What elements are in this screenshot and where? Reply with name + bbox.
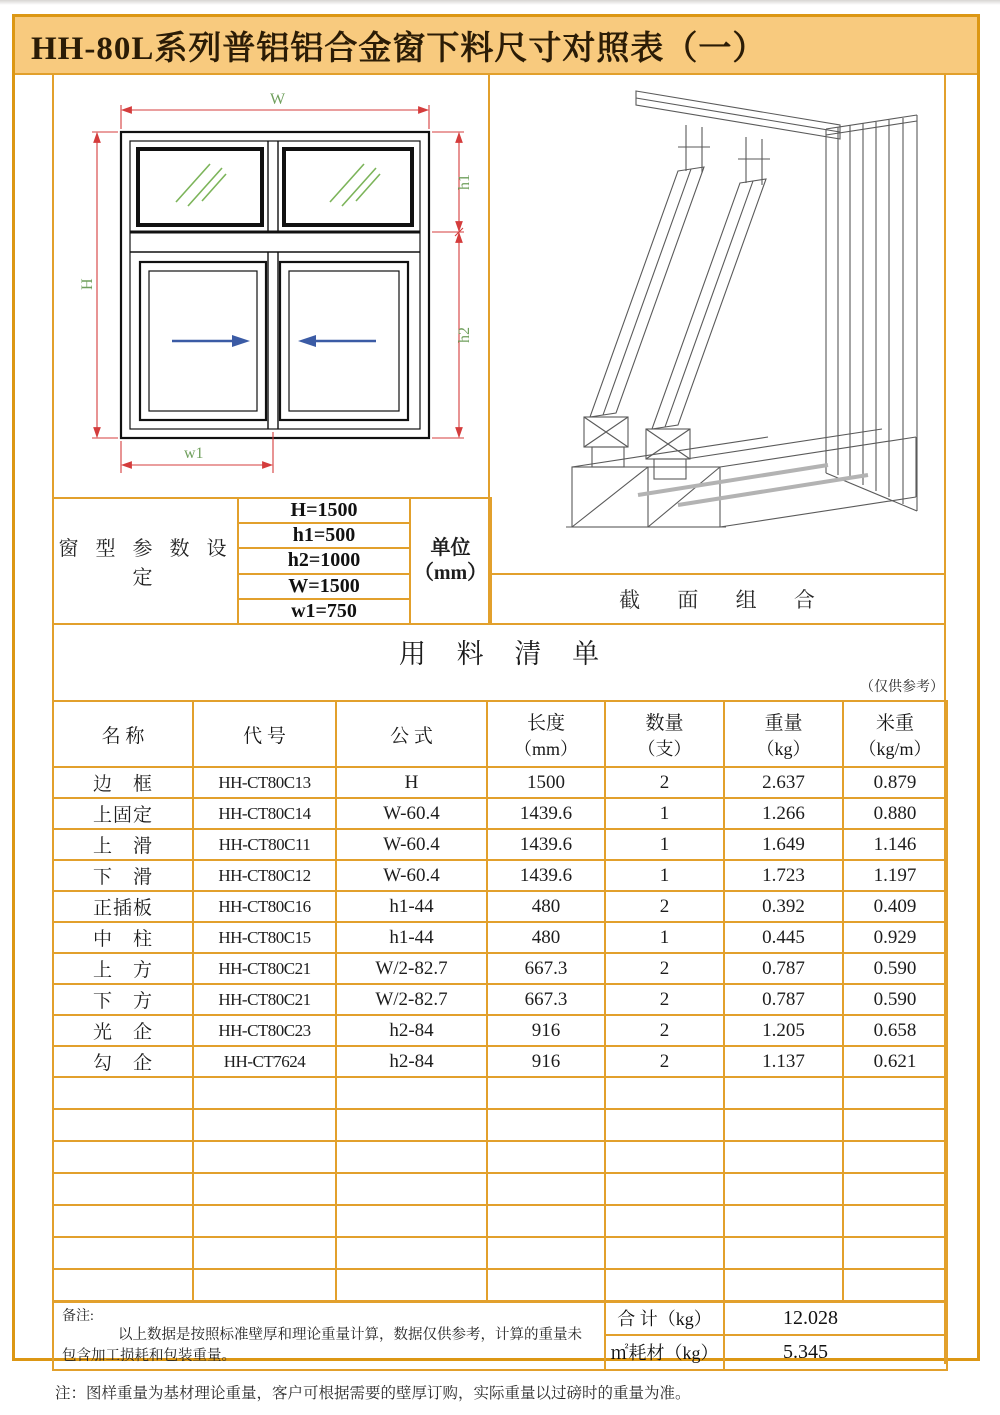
empty-cell	[336, 1173, 487, 1205]
table-cell: HH-CT80C21	[193, 953, 336, 984]
table-row	[53, 767, 947, 798]
material-list-table	[52, 700, 948, 1371]
col-header-name: 名 称	[53, 701, 193, 767]
table-cell: HH-CT80C12	[193, 860, 336, 891]
section-caption: 截 面 组 合	[619, 588, 831, 612]
empty-cell	[724, 1077, 843, 1109]
table-cell: HH-CT80C13	[193, 767, 336, 798]
empty-table-row	[53, 1173, 947, 1205]
table-cell: 上 滑	[53, 829, 193, 860]
empty-cell	[843, 1205, 947, 1237]
empty-cell	[193, 1269, 336, 1301]
table-cell: HH-CT80C11	[193, 829, 336, 860]
param-value: H=1500	[238, 498, 410, 523]
param-value: h1=500	[238, 523, 410, 548]
table-cell: 1.205	[724, 1015, 843, 1046]
empty-cell	[53, 1141, 193, 1173]
table-cell: 1	[605, 860, 724, 891]
empty-cell	[53, 1237, 193, 1269]
table-row	[53, 1046, 947, 1077]
table-cell: W-60.4	[336, 829, 487, 860]
col-header-formula: 公 式	[336, 701, 487, 767]
empty-cell	[487, 1205, 605, 1237]
empty-cell	[605, 1141, 724, 1173]
empty-table-row	[53, 1269, 947, 1301]
table-cell: 667.3	[487, 953, 605, 984]
reference-only-note: （仅供参考）	[860, 680, 944, 695]
empty-table-row	[53, 1077, 947, 1109]
empty-cell	[336, 1109, 487, 1141]
empty-cell	[724, 1109, 843, 1141]
empty-cell	[193, 1109, 336, 1141]
empty-cell	[193, 1237, 336, 1269]
empty-cell	[53, 1205, 193, 1237]
table-cell: h2-84	[336, 1046, 487, 1077]
table-row	[53, 984, 947, 1015]
empty-cell	[487, 1141, 605, 1173]
total-weight-label: 合 计（kg）	[605, 1301, 724, 1335]
table-cell: 1	[605, 922, 724, 953]
total-weight-value: 12.028	[724, 1301, 947, 1335]
empty-cell	[724, 1237, 843, 1269]
slide-direction-arrows	[172, 335, 376, 347]
table-cell: 2	[605, 1046, 724, 1077]
table-cell: 0.590	[843, 953, 947, 984]
remark-label: 备注:	[62, 1308, 94, 1324]
empty-table-row	[53, 1109, 947, 1141]
table-row	[53, 891, 947, 922]
remark-text: 以上数据是按照标准壁厚和理论重量计算，数据仅供参考，计算的重量未包含加工损耗和包装重量。	[62, 1326, 582, 1364]
table-cell: 2	[605, 984, 724, 1015]
empty-cell	[336, 1077, 487, 1109]
remarks-cell	[53, 1301, 605, 1370]
table-cell: 光 企	[53, 1015, 193, 1046]
unit-label: 单位	[430, 537, 471, 559]
footer-note: 注：图样重量为基材理论重量，客户可根据需要的壁厚订购，实际重量以过磅时的重量为准。	[55, 1385, 691, 1402]
table-cell: 1.137	[724, 1046, 843, 1077]
table-cell: 下 滑	[53, 860, 193, 891]
empty-cell	[487, 1237, 605, 1269]
table-row	[53, 860, 947, 891]
table-cell: 0.392	[724, 891, 843, 922]
col-header-meter-weight: 米重 （kg/m）	[843, 701, 947, 767]
empty-cell	[843, 1077, 947, 1109]
dim-label-h: H	[79, 278, 96, 290]
table-cell: 1439.6	[487, 829, 605, 860]
empty-cell	[605, 1109, 724, 1141]
params-label: 窗 型 参 数 设 定	[53, 498, 238, 624]
table-cell: h2-84	[336, 1015, 487, 1046]
window-elevation-diagram	[52, 75, 488, 497]
header-row	[53, 701, 947, 767]
table-cell: HH-CT80C15	[193, 922, 336, 953]
table-cell: 2	[605, 1015, 724, 1046]
table-cell: 0.445	[724, 922, 843, 953]
per-sqm-value: 5.345	[724, 1335, 947, 1369]
col-header-weight: 重量 （kg）	[724, 701, 843, 767]
empty-cell	[605, 1173, 724, 1205]
dimension-labels	[79, 91, 473, 462]
page-title: HH-80L系列普铝铝合金窗下料尺寸对照表（一）	[31, 30, 767, 67]
param-value: w1=750	[238, 599, 410, 624]
empty-cell	[487, 1077, 605, 1109]
param-value: h2=1000	[238, 548, 410, 573]
dim-label-w1: w1	[184, 445, 204, 462]
table-cell: 0.621	[843, 1046, 947, 1077]
table-cell: 0.409	[843, 891, 947, 922]
unit-value: （mm）	[413, 562, 488, 584]
empty-cell	[193, 1077, 336, 1109]
table-cell: HH-CT80C16	[193, 891, 336, 922]
table-cell: HH-CT80C14	[193, 798, 336, 829]
table-cell: 1500	[487, 767, 605, 798]
table-cell: 0.880	[843, 798, 947, 829]
table-cell: 勾 企	[53, 1046, 193, 1077]
table-cell: 上固定	[53, 798, 193, 829]
empty-cell	[605, 1077, 724, 1109]
totals-row	[53, 1301, 947, 1335]
empty-cell	[193, 1205, 336, 1237]
param-row	[53, 498, 491, 523]
empty-cell	[487, 1109, 605, 1141]
params-unit-cell	[410, 498, 491, 624]
empty-cell	[843, 1173, 947, 1205]
dim-label-h2: h2	[456, 327, 473, 343]
empty-cell	[843, 1141, 947, 1173]
empty-table-row	[53, 1205, 947, 1237]
empty-cell	[193, 1173, 336, 1205]
table-cell: h1-44	[336, 891, 487, 922]
material-list-title: 用 料 清 单	[398, 638, 612, 669]
sill-hatch	[638, 465, 868, 505]
table-cell: H	[336, 767, 487, 798]
window-params-table	[52, 497, 492, 625]
table-cell: 0.879	[843, 767, 947, 798]
empty-cell	[605, 1237, 724, 1269]
table-row	[53, 798, 947, 829]
table-cell: 1.723	[724, 860, 843, 891]
empty-cell	[336, 1237, 487, 1269]
empty-cell	[724, 1205, 843, 1237]
param-value: W=1500	[238, 574, 410, 599]
empty-cell	[487, 1173, 605, 1205]
table-cell: W-60.4	[336, 798, 487, 829]
table-cell: 0.787	[724, 984, 843, 1015]
empty-cell	[843, 1237, 947, 1269]
table-cell: W-60.4	[336, 860, 487, 891]
table-cell: 2	[605, 953, 724, 984]
dim-label-h1: h1	[456, 174, 473, 190]
empty-cell	[843, 1269, 947, 1301]
table-cell: 1	[605, 798, 724, 829]
window-frame	[121, 132, 429, 438]
empty-cell	[487, 1269, 605, 1301]
table-cell: 2	[605, 767, 724, 798]
empty-cell	[193, 1141, 336, 1173]
empty-cell	[336, 1205, 487, 1237]
empty-cell	[843, 1109, 947, 1141]
table-cell: 1	[605, 829, 724, 860]
table-cell: 916	[487, 1015, 605, 1046]
table-cell: 2	[605, 891, 724, 922]
table-row	[53, 829, 947, 860]
dim-label-w: W	[270, 91, 286, 108]
table-cell: 0.787	[724, 953, 843, 984]
table-cell: 0.929	[843, 922, 947, 953]
empty-cell	[605, 1269, 724, 1301]
empty-cell	[605, 1205, 724, 1237]
table-cell: 边 框	[53, 767, 193, 798]
empty-cell	[53, 1109, 193, 1141]
table-cell: HH-CT80C21	[193, 984, 336, 1015]
empty-cell	[336, 1269, 487, 1301]
table-cell: 667.3	[487, 984, 605, 1015]
table-cell: 正插板	[53, 891, 193, 922]
empty-cell	[53, 1077, 193, 1109]
empty-cell	[53, 1269, 193, 1301]
table-cell: W/2-82.7	[336, 984, 487, 1015]
table-row	[53, 922, 947, 953]
page-edge	[0, 0, 1000, 5]
section-assembly-drawing	[488, 75, 944, 573]
sheet-border	[12, 14, 980, 1364]
col-header-quantity: 数量 （支）	[605, 701, 724, 767]
table-cell: 中 柱	[53, 922, 193, 953]
table-cell: 下 方	[53, 984, 193, 1015]
empty-cell	[724, 1269, 843, 1301]
table-cell: 1439.6	[487, 798, 605, 829]
empty-table-row	[53, 1237, 947, 1269]
empty-table-row	[53, 1141, 947, 1173]
table-cell: 1.649	[724, 829, 843, 860]
title-banner	[15, 17, 977, 75]
table-cell: 1.266	[724, 798, 843, 829]
col-header-length: 长度 （mm）	[487, 701, 605, 767]
table-cell: W/2-82.7	[336, 953, 487, 984]
table-cell: 480	[487, 922, 605, 953]
table-cell: HH-CT7624	[193, 1046, 336, 1077]
table-row	[53, 1015, 947, 1046]
table-cell: 1.197	[843, 860, 947, 891]
table-cell: 1439.6	[487, 860, 605, 891]
empty-cell	[336, 1141, 487, 1173]
empty-cell	[724, 1173, 843, 1205]
empty-cell	[724, 1141, 843, 1173]
table-cell: 480	[487, 891, 605, 922]
table-cell: 0.590	[843, 984, 947, 1015]
table-cell: HH-CT80C23	[193, 1015, 336, 1046]
table-cell: h1-44	[336, 922, 487, 953]
table-cell: 2.637	[724, 767, 843, 798]
table-cell: 0.658	[843, 1015, 947, 1046]
per-sqm-label: ㎡耗材（kg）	[605, 1335, 724, 1369]
empty-cell	[53, 1173, 193, 1205]
table-row	[53, 953, 947, 984]
table-cell: 上 方	[53, 953, 193, 984]
col-header-code: 代 号	[193, 701, 336, 767]
table-cell: 916	[487, 1046, 605, 1077]
table-cell: 1.146	[843, 829, 947, 860]
